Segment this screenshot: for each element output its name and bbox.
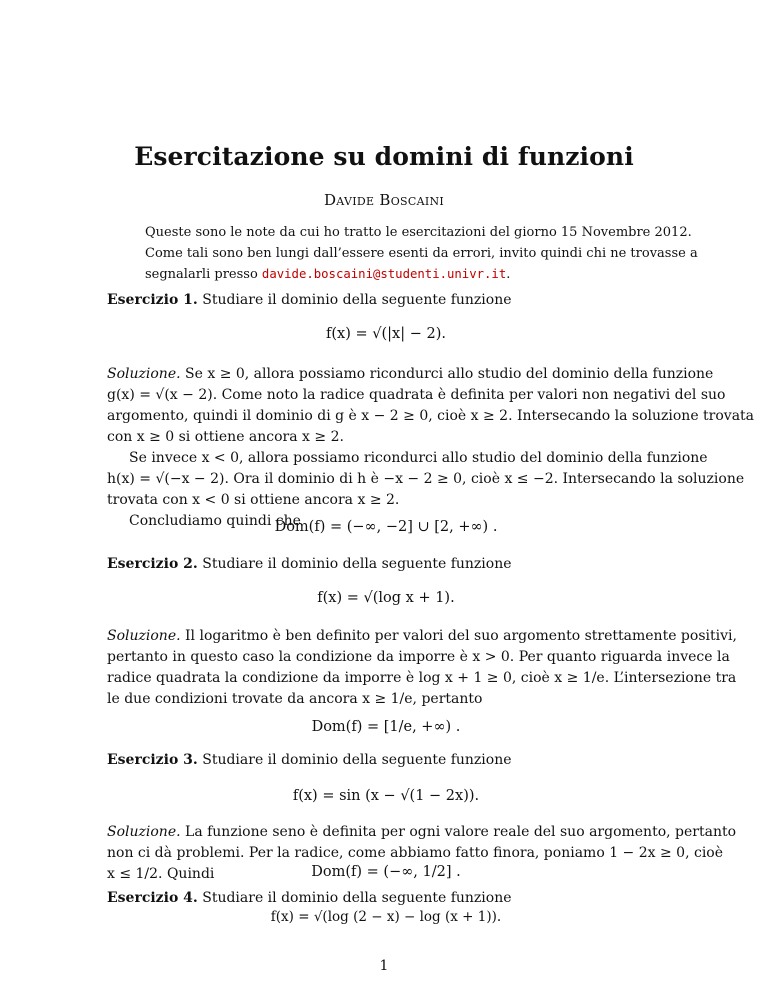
- exercise-2-formula: f(x) = √(log x + 1).: [317, 590, 455, 606]
- solution-line: Se x ≥ 0, allora possiamo ricondurci allo studio del dominio della funzione: [185, 366, 714, 382]
- exercise-prompt: Studiare il dominio della seguente funzione: [202, 556, 512, 572]
- solution-line: con x ≥ 0 si ottiene ancora x ≥ 2.: [107, 429, 344, 445]
- solution-line: trovata con x < 0 si ottiene ancora x ≥ 2.: [107, 492, 400, 508]
- paper-title: Esercitazione su domini di funzioni: [134, 142, 634, 171]
- solution-line: Concludiamo quindi che: [129, 513, 301, 529]
- exercise-4-heading: [107, 888, 665, 909]
- solution-line: La funzione seno è definita per ogni valore reale del suo argomento, pertanto: [185, 824, 737, 840]
- exercise-1-solution: [107, 364, 755, 532]
- exercise-label: Esercizio 3.: [107, 752, 198, 768]
- exercise-3-formula: f(x) = sin (x − √(1 − 2x)).: [292, 788, 480, 804]
- abstract-text: segnalarli presso: [145, 267, 262, 282]
- abstract-line: Queste sono le note da cui ho tratto le esercitazioni del giorno 15 Novembre 2012.: [145, 225, 692, 240]
- solution-label: Soluzione.: [107, 628, 181, 644]
- solution-line: h(x) = √(−x − 2). Ora il dominio di h è −x − 2 ≥ 0, cioè x ≤ −2. Intersecando la soluzione: [107, 471, 745, 487]
- exercise-3-heading: [107, 750, 665, 771]
- author-name: Davide Boscaini: [323, 191, 445, 209]
- exercise-prompt: Studiare il dominio della seguente funzione: [202, 752, 512, 768]
- solution-line: non ci dà problemi. Per la radice, come abbiamo fatto finora, poniamo 1 − 2x ≥ 0, cioè: [107, 845, 724, 861]
- exercise-1-heading: [107, 290, 665, 311]
- email-link[interactable]: davide.boscaini@studenti.univr.it: [261, 267, 507, 281]
- exercise-label: Esercizio 2.: [107, 556, 198, 572]
- solution-line: Se invece x < 0, allora possiamo ricondurci allo studio del dominio della funzione: [129, 450, 708, 466]
- exercise-2-solution: [107, 626, 737, 710]
- exercise-3-result: Dom(f) = (−∞, 1/2] .: [311, 864, 461, 880]
- exercise-2-result: Dom(f) = [1/e, +∞) .: [311, 719, 461, 735]
- exercise-2-heading: [107, 554, 665, 575]
- solution-line: pertanto in questo caso la condizione da imporre è x > 0. Per quanto riguarda invece la: [107, 649, 730, 665]
- exercise-prompt: Studiare il dominio della seguente funzione: [202, 890, 512, 906]
- exercise-label: Esercizio 4.: [107, 890, 198, 906]
- solution-line: g(x) = √(x − 2). Come noto la radice quadrata è definita per valori non negativi del suo: [107, 387, 726, 403]
- solution-line: x ≤ 1/2. Quindi: [107, 866, 215, 882]
- solution-line: le due condizioni trovate da ancora x ≥ 1/e, pertanto: [107, 691, 483, 707]
- exercise-prompt: Studiare il dominio della seguente funzione: [202, 292, 512, 308]
- abstract-line: [145, 264, 635, 285]
- solution-line: radice quadrata la condizione da imporre è log x + 1 ≥ 0, cioè x ≥ 1/e. L’intersezione tra: [107, 670, 737, 686]
- abstract: [145, 222, 698, 285]
- exercise-1-result: Dom(f) = (−∞, −2] ∪ [2, +∞) .: [274, 519, 498, 535]
- exercise-4-formula: f(x) = √(log (2 − x) − log (x + 1)).: [270, 909, 502, 925]
- solution-label: Soluzione.: [107, 366, 181, 382]
- page-number: 1: [379, 958, 389, 974]
- abstract-line: Come tali sono ben lungi dall’essere esenti da errori, invito quindi chi ne trovasse a: [145, 246, 698, 261]
- abstract-text: .: [506, 267, 511, 282]
- exercise-label: Esercizio 1.: [107, 292, 198, 308]
- solution-label: Soluzione.: [107, 824, 181, 840]
- solution-line: Il logaritmo è ben definito per valori del suo argomento strettamente positivi,: [185, 628, 737, 644]
- exercise-1-formula: f(x) = √(|x| − 2).: [326, 326, 446, 342]
- solution-line: argomento, quindi il dominio di g è x − 2 ≥ 0, cioè x ≥ 2. Intersecando la soluzione trovata: [107, 408, 755, 424]
